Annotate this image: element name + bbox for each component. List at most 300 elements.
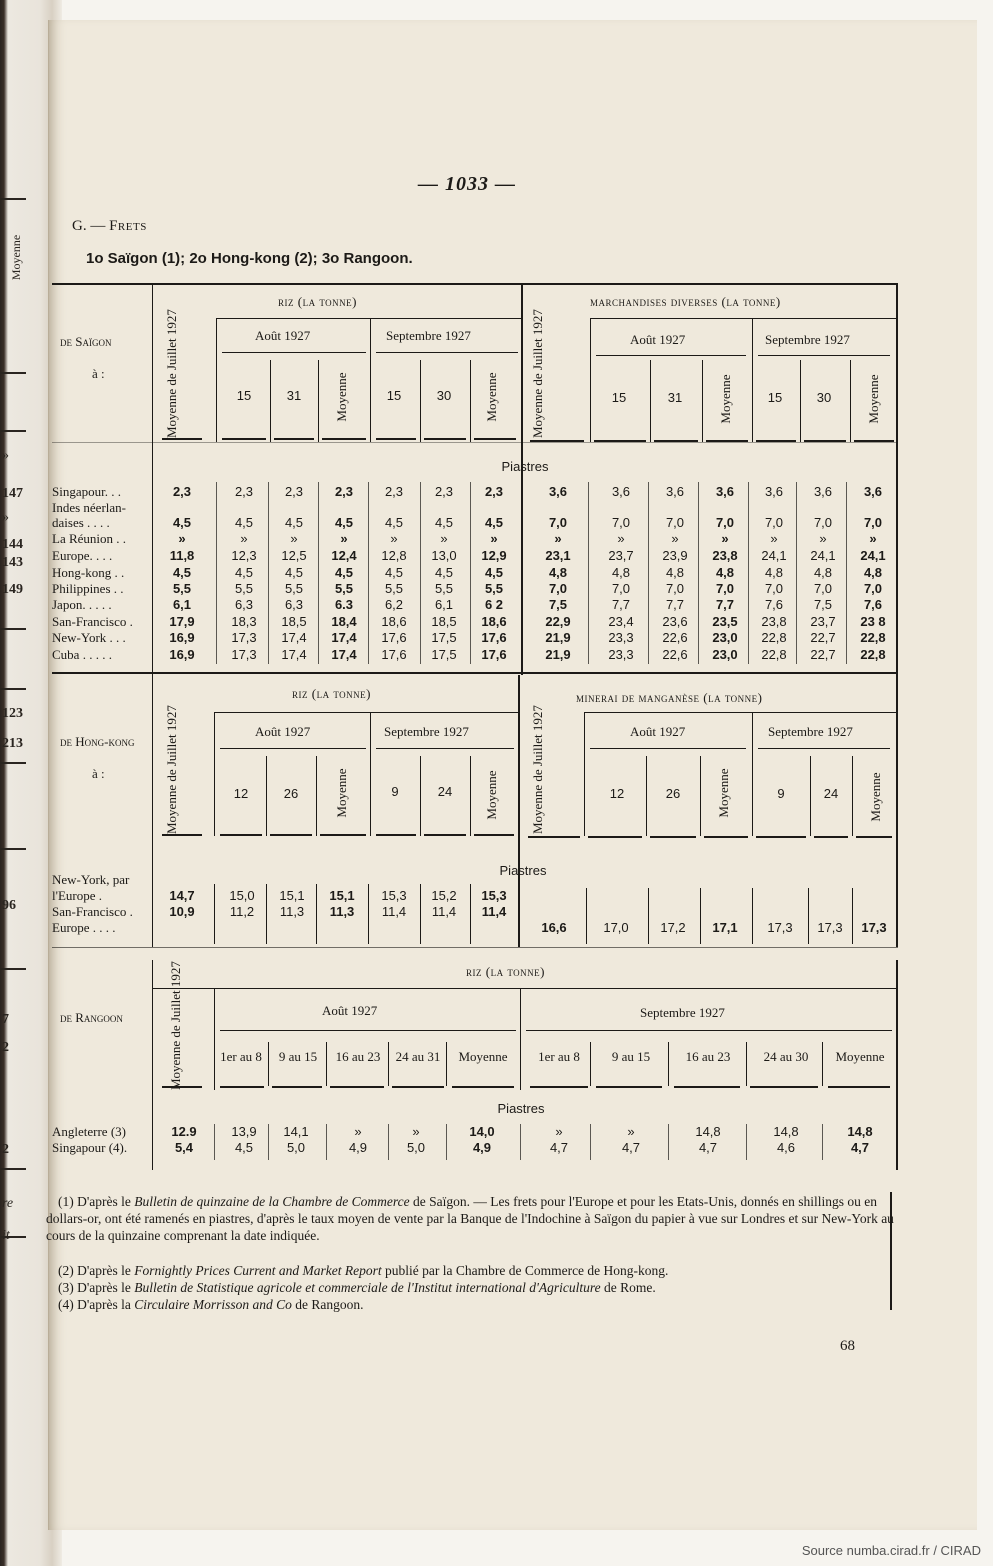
column-rule xyxy=(470,482,471,664)
data-cell: 16,9 xyxy=(169,647,195,662)
data-cell: 7,7 xyxy=(611,597,631,612)
source-credit: Source numba.cirad.fr / CIRAD xyxy=(801,1543,981,1558)
row-destination: Japon. . . . . xyxy=(52,597,112,612)
left-page-rule xyxy=(0,1168,26,1170)
left-page-mark: Moyenne xyxy=(9,234,24,281)
data-cell: 17,3 xyxy=(817,920,843,935)
column-rule xyxy=(588,482,589,664)
left-page-rule xyxy=(0,430,26,432)
data-cell: 6,2 xyxy=(384,597,404,612)
hongkong-rice-avg-header: Moyenne de Juillet 1927 xyxy=(164,705,179,834)
row-destination: Hong-kong . . xyxy=(52,565,125,580)
saigon-rice-sept: Septembre 1927 xyxy=(386,328,471,343)
data-cell: 17,5 xyxy=(431,647,457,662)
data-cell: » xyxy=(354,1124,362,1139)
hongkong-origin-label: de Hong-kong xyxy=(60,734,135,749)
column-rule xyxy=(368,884,369,944)
data-cell: 7,0 xyxy=(715,515,735,530)
header-underline xyxy=(162,1086,202,1088)
data-cell: 12,8 xyxy=(381,548,407,563)
data-cell: 14,7 xyxy=(169,888,195,903)
rangoon-col-header: 24 au 31 xyxy=(395,1049,441,1064)
data-cell: 4,6 xyxy=(776,1140,796,1155)
column-rule xyxy=(388,1124,389,1160)
hongkong-ore-col-sept-moy: Moyenne xyxy=(868,772,883,822)
data-cell: 6 2 xyxy=(484,597,504,612)
data-cell: 4,5 xyxy=(172,565,192,580)
left-page-mark: re xyxy=(2,1196,14,1211)
header-underline xyxy=(392,1086,444,1088)
data-cell: 11,2 xyxy=(229,904,255,919)
data-cell: 15,3 xyxy=(481,888,507,903)
data-cell: 7,0 xyxy=(611,581,631,596)
column-rule xyxy=(520,1124,521,1160)
footnote-2: (2) D'après le Fornightly Prices Current and Market Report publié par la Chambre de Commerce de Hong-kong. xyxy=(58,1263,669,1278)
saigon-goods-col-aout-2: 31 xyxy=(667,390,683,405)
data-cell: 7,0 xyxy=(665,515,685,530)
data-cell: 16,9 xyxy=(169,630,195,645)
data-cell: 7,0 xyxy=(548,581,568,596)
left-page-mark: 213 xyxy=(2,736,23,751)
data-cell: 6.3 xyxy=(334,597,354,612)
data-cell: 12.9 xyxy=(171,1124,197,1139)
data-cell: 4,7 xyxy=(549,1140,569,1155)
data-cell: 2,3 xyxy=(334,484,354,499)
row-destination: Indes néerlan- xyxy=(52,500,126,515)
data-cell: 22,9 xyxy=(545,614,571,629)
column-rule xyxy=(316,884,317,944)
left-page-mark: » xyxy=(2,448,9,463)
data-cell: 22,8 xyxy=(761,630,787,645)
data-cell: 17,0 xyxy=(603,920,629,935)
saigon-goods-col-sept-moy: Moyenne xyxy=(866,374,881,424)
data-cell: 12,5 xyxy=(281,548,307,563)
hongkong-ore-sept: Septembre 1927 xyxy=(768,724,853,739)
data-cell: 17,4 xyxy=(281,630,307,645)
data-cell: 4,5 xyxy=(172,515,192,530)
data-cell: 2,3 xyxy=(484,484,504,499)
row-destination: La Réunion . . xyxy=(52,531,127,546)
data-cell: » xyxy=(390,531,398,546)
column-rule xyxy=(446,1124,447,1160)
data-cell: 17,6 xyxy=(381,630,407,645)
footnote-1: (1) D'après le Bulletin de quinzaine de la Chambre de Commerce de Saïgon. — Les frets pour l'Europe et pour les Etats-Unis, donnés en shillings ou en dollars-or, ont été ramenés en piastres, d'après le taux moyen de vente par la Banque de l'Indochine à Saïgon du papier à vue sur Londres et sur New-York au cours de la quinzaine comprenant la date indiquée. xyxy=(46,1194,894,1243)
row-destination: San-Francisco . xyxy=(52,614,133,629)
data-cell: 22,6 xyxy=(662,630,688,645)
data-cell: 7,5 xyxy=(813,597,833,612)
left-page-mark: 144 xyxy=(2,537,23,552)
data-cell: 7,0 xyxy=(548,515,568,530)
column-rule xyxy=(388,1042,389,1086)
data-cell: 3,6 xyxy=(665,484,685,499)
data-cell: 17,3 xyxy=(231,630,257,645)
left-page-mark: 2 xyxy=(2,1040,9,1055)
data-cell: 24,1 xyxy=(810,548,836,563)
data-cell: » xyxy=(412,1124,420,1139)
column-rule xyxy=(752,888,753,944)
data-cell: 17,1 xyxy=(712,920,738,935)
rangoon-col-header: Moyenne xyxy=(835,1049,885,1064)
saigon-origin-label: de Saïgon xyxy=(60,334,112,349)
data-cell: 23,1 xyxy=(545,548,571,563)
data-cell: 3,6 xyxy=(611,484,631,499)
data-cell: 18,6 xyxy=(381,614,407,629)
saigon-goods-col-sept-1: 15 xyxy=(767,390,783,405)
header-underline xyxy=(596,1086,662,1088)
row-destination: l'Europe . xyxy=(52,888,102,903)
page-number: — 1033 — xyxy=(418,173,516,195)
data-cell: 23,9 xyxy=(662,548,688,563)
header-underline xyxy=(828,1086,890,1088)
data-cell: 23,6 xyxy=(662,614,688,629)
column-rule xyxy=(268,1124,269,1160)
data-cell: 17,4 xyxy=(281,647,307,662)
section-subtitle: 1o Saïgon (1); 2o Hong-kong (2); 3o Rangoon. xyxy=(86,250,413,267)
left-page-mark: 149 xyxy=(2,582,23,597)
data-cell: 4,5 xyxy=(484,515,504,530)
data-cell: 2,3 xyxy=(434,484,454,499)
data-cell: 24,1 xyxy=(761,548,787,563)
rangoon-col-header: 24 au 30 xyxy=(763,1049,809,1064)
column-rule xyxy=(216,482,217,664)
data-cell: 7,0 xyxy=(813,515,833,530)
data-cell: 7,0 xyxy=(715,581,735,596)
data-cell: » xyxy=(554,531,562,546)
data-cell: 6,1 xyxy=(434,597,454,612)
data-cell: 7,5 xyxy=(548,597,568,612)
data-cell: 7,6 xyxy=(863,597,883,612)
rangoon-col-header: 9 au 15 xyxy=(278,1049,318,1064)
hongkong-col-sept-2: 24 xyxy=(437,784,453,799)
saigon-goods-col-aout-moy: Moyenne xyxy=(718,374,733,424)
footnote-3: (3) D'après le Bulletin de Statistique agricole et commerciale de l'Institut international d'Agriculture de Rome. xyxy=(58,1280,656,1295)
data-cell: 23,5 xyxy=(712,614,738,629)
column-rule xyxy=(266,884,267,944)
hongkong-col-aout-2: 26 xyxy=(283,786,299,801)
data-cell: 15,3 xyxy=(381,888,407,903)
data-cell: 2,3 xyxy=(384,484,404,499)
saigon-units: Piastres xyxy=(501,459,549,474)
data-cell: 4,8 xyxy=(764,565,784,580)
left-page-mark: 96 xyxy=(2,898,16,913)
hongkong-ore-avg-header: Moyenne de Juillet 1927 xyxy=(530,705,545,834)
data-cell: 23,0 xyxy=(712,630,738,645)
hongkong-col-sept-1: 9 xyxy=(391,784,399,799)
data-cell: 15,1 xyxy=(279,888,305,903)
data-cell: 5,0 xyxy=(286,1140,306,1155)
saigon-goods-col-sept-2: 30 xyxy=(816,390,832,405)
hongkong-rice-aout: Août 1927 xyxy=(255,724,311,739)
data-cell: 18,6 xyxy=(481,614,507,629)
data-cell: » xyxy=(617,531,625,546)
data-cell: 4,5 xyxy=(284,565,304,580)
data-cell: 22,7 xyxy=(810,630,836,645)
rangoon-aout: Août 1927 xyxy=(322,1003,378,1018)
data-cell: 4,9 xyxy=(472,1140,492,1155)
row-destination: Philippines . . xyxy=(52,581,124,596)
row-destination: Europe . . . . xyxy=(52,920,116,935)
data-cell: » xyxy=(819,531,827,546)
column-rule xyxy=(822,1124,823,1160)
saigon-col-sept-1: 15 xyxy=(386,388,402,403)
rangoon-col-header: Moyenne xyxy=(458,1049,508,1064)
header-underline xyxy=(330,1086,384,1088)
hongkong-ore-col-sept-1: 9 xyxy=(777,786,785,801)
data-cell: 14,0 xyxy=(469,1124,495,1139)
left-page-mark: 123 xyxy=(2,706,23,721)
data-cell: 4,8 xyxy=(665,565,685,580)
row-destination: daises . . . . xyxy=(52,515,110,530)
rangoon-sept: Septembre 1927 xyxy=(640,1005,725,1020)
row-destination: Singapour (4). xyxy=(52,1140,128,1155)
data-cell: 4,9 xyxy=(348,1140,368,1155)
left-page-rule xyxy=(0,848,26,850)
data-cell: 18,4 xyxy=(331,614,357,629)
data-cell: 7,0 xyxy=(863,581,883,596)
saigon-a-label: à : xyxy=(92,366,105,381)
saigon-col-sept-2: 30 xyxy=(436,388,452,403)
data-cell: 18,5 xyxy=(281,614,307,629)
data-cell: 11,4 xyxy=(481,904,507,919)
data-cell: 17,3 xyxy=(767,920,793,935)
saigon-goods-avg-header: Moyenne de Juillet 1927 xyxy=(530,309,545,438)
rangoon-rice-header: riz (la tonne) xyxy=(466,964,545,979)
column-rule xyxy=(808,888,809,944)
data-cell: 4,5 xyxy=(384,565,404,580)
data-cell: 4,5 xyxy=(334,515,354,530)
column-rule xyxy=(214,884,215,944)
data-cell: 5,5 xyxy=(484,581,504,596)
row-destination: New-York, par xyxy=(52,872,130,887)
data-cell: 3,6 xyxy=(863,484,883,499)
data-cell: 14,8 xyxy=(773,1124,799,1139)
column-rule xyxy=(746,1042,747,1086)
data-cell: » xyxy=(869,531,877,546)
data-cell: 3,6 xyxy=(548,484,568,499)
row-destination: Angleterre (3) xyxy=(52,1124,126,1139)
data-cell: 11,3 xyxy=(279,904,305,919)
data-cell: 2,3 xyxy=(234,484,254,499)
data-cell: 4,5 xyxy=(334,565,354,580)
data-cell: 16,6 xyxy=(541,920,567,935)
row-destination: New-York . . . xyxy=(52,630,126,645)
data-cell: 7,0 xyxy=(764,581,784,596)
data-cell: 13,0 xyxy=(431,548,457,563)
rangoon-col-header: 9 au 15 xyxy=(611,1049,651,1064)
data-cell: 4,5 xyxy=(234,515,254,530)
rangoon-col-header: 1er au 8 xyxy=(538,1049,580,1064)
column-rule xyxy=(586,888,587,944)
data-cell: 5,5 xyxy=(234,581,254,596)
rangoon-avg-header: Moyenne de Juillet 1927 xyxy=(168,961,183,1090)
column-rule xyxy=(846,482,847,664)
data-cell: 7,0 xyxy=(863,515,883,530)
data-cell: 4,8 xyxy=(863,565,883,580)
data-cell: » xyxy=(290,531,298,546)
data-cell: 18,3 xyxy=(231,614,257,629)
column-rule xyxy=(446,1042,447,1086)
data-cell: 4,5 xyxy=(234,565,254,580)
saigon-rice-header: riz (la tonne) xyxy=(278,294,357,309)
column-rule xyxy=(318,482,319,664)
column-rule xyxy=(590,1124,591,1160)
data-cell: 14,1 xyxy=(283,1124,309,1139)
saigon-rice-avg-header: Moyenne de Juillet 1927 xyxy=(164,309,179,438)
column-rule xyxy=(326,1124,327,1160)
hongkong-rice-header: riz (la tonne) xyxy=(292,686,371,701)
header-underline xyxy=(220,1086,264,1088)
hongkong-ore-col-aout-2: 26 xyxy=(665,786,681,801)
data-cell: 4,7 xyxy=(698,1140,718,1155)
data-cell: » xyxy=(671,531,679,546)
data-cell: 5,5 xyxy=(172,581,192,596)
data-cell: 3,6 xyxy=(813,484,833,499)
data-cell: 5,5 xyxy=(434,581,454,596)
data-cell: 11,8 xyxy=(169,548,195,563)
data-cell: 3,6 xyxy=(715,484,735,499)
data-cell: 4,7 xyxy=(850,1140,870,1155)
data-cell: 14,8 xyxy=(847,1124,873,1139)
rangoon-origin-label: de Rangoon xyxy=(60,1010,123,1025)
data-cell: 17,4 xyxy=(331,630,357,645)
column-rule xyxy=(796,482,797,664)
hongkong-col-aout-1: 12 xyxy=(233,786,249,801)
left-page-mark: it xyxy=(2,1228,10,1243)
data-cell: 4,8 xyxy=(813,565,833,580)
column-rule xyxy=(822,1042,823,1086)
data-cell: 17,5 xyxy=(431,630,457,645)
data-cell: 23,8 xyxy=(712,548,738,563)
data-cell: 3,6 xyxy=(764,484,784,499)
left-page-mark: 143 xyxy=(2,555,23,570)
data-cell: 17,3 xyxy=(861,920,887,935)
header-underline xyxy=(674,1086,740,1088)
saigon-goods-col-aout-1: 15 xyxy=(611,390,627,405)
saigon-rice-aout: Août 1927 xyxy=(255,328,311,343)
data-cell: 21,9 xyxy=(545,647,571,662)
data-cell: 11,4 xyxy=(431,904,457,919)
left-page-rule xyxy=(0,628,26,630)
data-cell: 7,0 xyxy=(813,581,833,596)
saigon-goods-sept: Septembre 1927 xyxy=(765,332,850,347)
data-cell: 5,5 xyxy=(284,581,304,596)
left-page-mark: 2 xyxy=(2,1142,9,1157)
hongkong-col-sept-moy: Moyenne xyxy=(484,770,499,820)
column-rule xyxy=(590,1042,591,1086)
column-rule xyxy=(326,1042,327,1086)
data-cell: » xyxy=(340,531,348,546)
column-rule xyxy=(746,1124,747,1160)
data-cell: 14,8 xyxy=(695,1124,721,1139)
data-cell: 4,5 xyxy=(384,515,404,530)
data-cell: 4,5 xyxy=(434,515,454,530)
data-cell: 6,3 xyxy=(234,597,254,612)
left-page-rule xyxy=(0,198,26,200)
row-destination: San-Francisco . xyxy=(52,904,133,919)
data-cell: » xyxy=(178,531,186,546)
data-cell: 6,3 xyxy=(284,597,304,612)
data-cell: 5,0 xyxy=(406,1140,426,1155)
data-cell: 18,5 xyxy=(431,614,457,629)
hongkong-col-aout-moy: Moyenne xyxy=(334,768,349,818)
hongkong-units: Piastres xyxy=(499,863,547,878)
column-rule xyxy=(420,884,421,944)
data-cell: 10,9 xyxy=(169,904,195,919)
saigon-col-aout-2: 31 xyxy=(286,388,302,403)
left-page-mark: 147 xyxy=(2,486,23,501)
data-cell: 23 8 xyxy=(860,614,886,629)
data-cell: 5,5 xyxy=(384,581,404,596)
data-cell: 4,5 xyxy=(434,565,454,580)
hongkong-ore-header: minerai de manganèse (la tonne) xyxy=(576,690,763,705)
left-page-mark: 7 xyxy=(2,1012,9,1027)
data-cell: 23,7 xyxy=(608,548,634,563)
hongkong-ore-col-aout-1: 12 xyxy=(609,786,625,801)
header-underline xyxy=(530,1086,588,1088)
data-cell: 11,3 xyxy=(329,904,355,919)
data-cell: 23,7 xyxy=(810,614,836,629)
saigon-col-aout-1: 15 xyxy=(236,388,252,403)
data-cell: 7,0 xyxy=(665,581,685,596)
data-cell: 22,6 xyxy=(662,647,688,662)
data-cell: 7,0 xyxy=(764,515,784,530)
data-cell: 15,0 xyxy=(229,888,255,903)
data-cell: 6,1 xyxy=(172,597,192,612)
data-cell: 12,4 xyxy=(331,548,357,563)
data-cell: 17,6 xyxy=(381,647,407,662)
rangoon-col-header: 1er au 8 xyxy=(220,1049,262,1064)
data-cell: 23,3 xyxy=(608,630,634,645)
data-cell: 11,4 xyxy=(381,904,407,919)
data-cell: » xyxy=(490,531,498,546)
section-heading xyxy=(72,218,147,235)
column-rule xyxy=(214,1124,215,1160)
data-cell: 22,8 xyxy=(860,630,886,645)
data-cell: 12,3 xyxy=(231,548,257,563)
column-rule xyxy=(368,482,369,664)
left-page-mark: » xyxy=(2,510,9,525)
data-cell: 17,2 xyxy=(660,920,686,935)
column-rule xyxy=(668,1124,669,1160)
data-cell: » xyxy=(555,1124,563,1139)
row-destination: Cuba . . . . . xyxy=(52,647,112,662)
saigon-goods-header: marchandises diverses (la tonne) xyxy=(590,294,781,309)
data-cell: 15,1 xyxy=(329,888,355,903)
data-cell: 21,9 xyxy=(545,630,571,645)
data-cell: 17,6 xyxy=(481,630,507,645)
data-cell: 4,7 xyxy=(621,1140,641,1155)
data-cell: 23,0 xyxy=(712,647,738,662)
left-page-rule xyxy=(0,688,26,690)
header-underline xyxy=(272,1086,322,1088)
header-underline xyxy=(452,1086,514,1088)
data-cell: 22,7 xyxy=(810,647,836,662)
header-underline xyxy=(750,1086,818,1088)
hongkong-ore-aout: Août 1927 xyxy=(630,724,686,739)
hongkong-rice-sept: Septembre 1927 xyxy=(384,724,469,739)
data-cell: » xyxy=(240,531,248,546)
data-cell: 13,9 xyxy=(231,1124,257,1139)
column-rule xyxy=(268,1042,269,1086)
data-cell: 7,0 xyxy=(611,515,631,530)
hongkong-ore-col-sept-2: 24 xyxy=(823,786,839,801)
data-cell: 4,5 xyxy=(234,1140,254,1155)
data-cell: 23,3 xyxy=(608,647,634,662)
column-rule xyxy=(700,888,701,944)
column-rule xyxy=(852,888,853,944)
data-cell: 2,3 xyxy=(284,484,304,499)
saigon-col-sept-moy: Moyenne xyxy=(484,372,499,422)
